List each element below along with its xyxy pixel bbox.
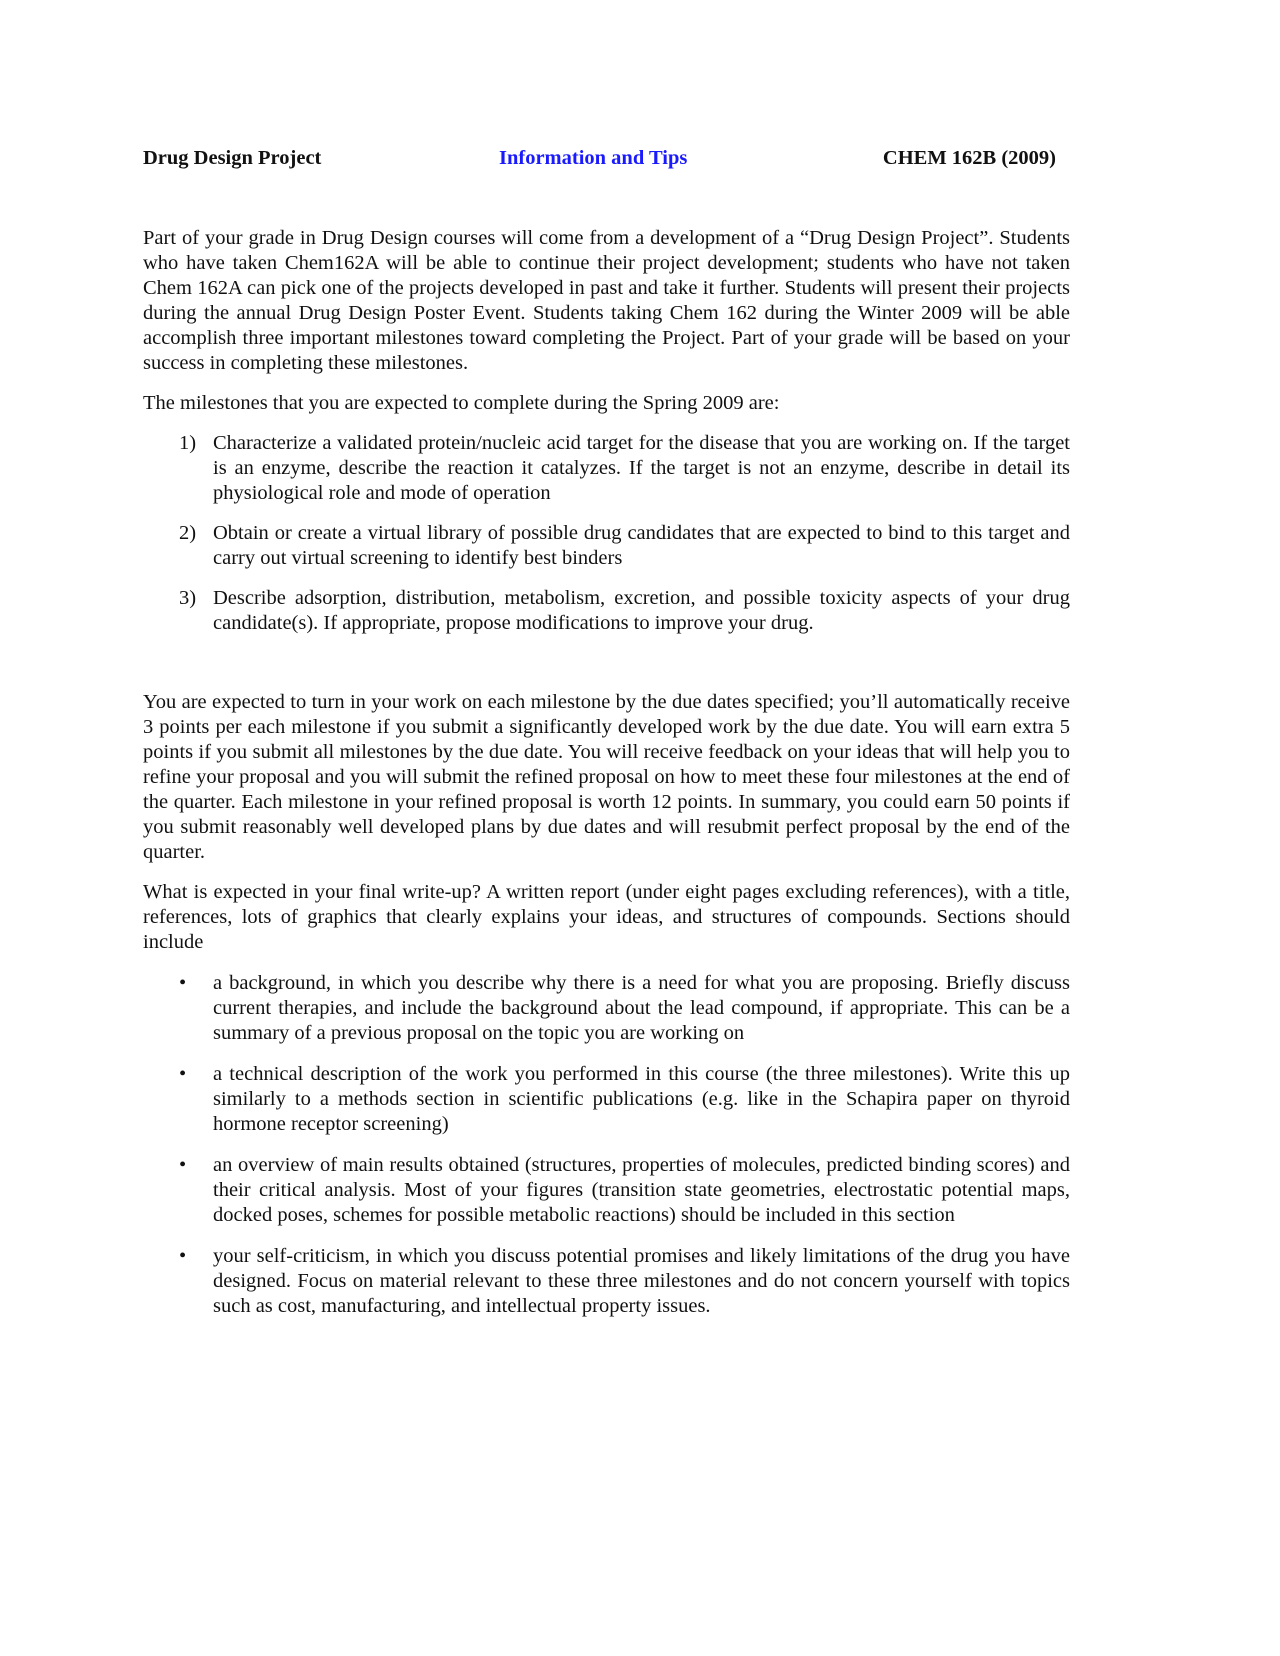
- course-label: CHEM 162B (2009): [882, 147, 1056, 169]
- milestones-list: [143, 431, 1070, 636]
- section-text: your self-criticism, in which you discuss potential promises and likely limitations of the drug you have designed. Focus on material relevant to these three milestones and do not concern yourself with topics such as cost, manufacturing, and intellectual property issues.: [213, 1245, 1070, 1317]
- grading-paragraph: You are expected to turn in your work on each milestone by the due dates specified; you’ll automatically receive 3 points per each milestone if you submit a significantly developed work by the due date. You will earn extra 5 points if you submit all milestones by the due date. You will receive feedback on your ideas that will help you to refine your proposal and you will submit the refined proposal on how to meet these four milestones at the end of the quarter. Each milestone in your refined proposal is worth 12 points. In summary, you could earn 50 points if you submit reasonably well developed plans by due dates and will resubmit perfect proposal by the end of the quarter.: [143, 691, 1070, 863]
- section-text: a background, in which you describe why there is a need for what you are proposing. Briefly discuss current therapies, and include the background about the lead compound, if appropriate. This can be a summary of a previous proposal on the topic you are working on: [213, 972, 1070, 1044]
- document-page: [143, 146, 1070, 1335]
- section-text: a technical description of the work you performed in this course (the three milestones). Write this up similarly to a methods section in scientific publications (e.g. like in the Schapira paper on thyroid hormone receptor screening): [213, 1063, 1070, 1135]
- section-item: [143, 1062, 1070, 1137]
- milestone-text: Obtain or create a virtual library of possible drug candidates that are expected to bind to this target and carry out virtual screening to identify best binders: [213, 522, 1070, 569]
- milestone-item: [143, 586, 1070, 636]
- document-subtitle: Information and Tips: [499, 147, 688, 169]
- document-title: Drug Design Project: [143, 147, 322, 169]
- section-text: an overview of main results obtained (structures, properties of molecules, predicted binding scores) and their critical analysis. Most of your figures (transition state geometries, electrostatic potential maps, docked poses, schemes for possible metabolic reactions) should be included in this section: [213, 1154, 1070, 1226]
- milestone-text: Characterize a validated protein/nucleic acid target for the disease that you are working on. If the target is an enzyme, describe the reaction it catalyzes. If the target is not an enzyme, describe in detail its physiological role and mode of operation: [213, 432, 1070, 504]
- bullet-icon: •: [179, 1154, 187, 1176]
- list-number: 2): [179, 522, 197, 544]
- milestone-item: [143, 431, 1070, 506]
- intro-paragraph: Part of your grade in Drug Design courses will come from a development of a “Drug Design Project”. Students who have taken Chem162A will be able to continue their project development; students who have not taken Chem 162A can pick one of the projects developed in past and take it further. Students will present their projects during the annual Drug Design Poster Event. Students taking Chem 162 during the Winter 2009 will be able accomplish three important milestones toward completing the Project. Part of your grade will be based on your success in completing these milestones.: [143, 227, 1070, 374]
- section-item: [143, 971, 1070, 1046]
- milestones-intro: The milestones that you are expected to complete during the Spring 2009 are:: [143, 392, 780, 414]
- list-number: 1): [179, 432, 197, 454]
- writeup-intro: What is expected in your final write-up? A written report (under eight pages excluding references), with a title, references, lots of graphics that clearly explains your ideas, and structures of compounds. Sections should include: [143, 881, 1070, 953]
- document-header: [143, 146, 1070, 174]
- list-number: 3): [179, 587, 197, 609]
- bullet-icon: •: [179, 972, 187, 994]
- milestone-text: Describe adsorption, distribution, metabolism, excretion, and possible toxicity aspects of your drug candidate(s). If appropriate, propose modifications to improve your drug.: [213, 587, 1070, 634]
- section-item: [143, 1244, 1070, 1319]
- bullet-icon: •: [179, 1063, 187, 1085]
- bullet-icon: •: [179, 1245, 187, 1267]
- section-item: [143, 1153, 1070, 1228]
- sections-list: [143, 971, 1070, 1319]
- milestone-item: [143, 521, 1070, 571]
